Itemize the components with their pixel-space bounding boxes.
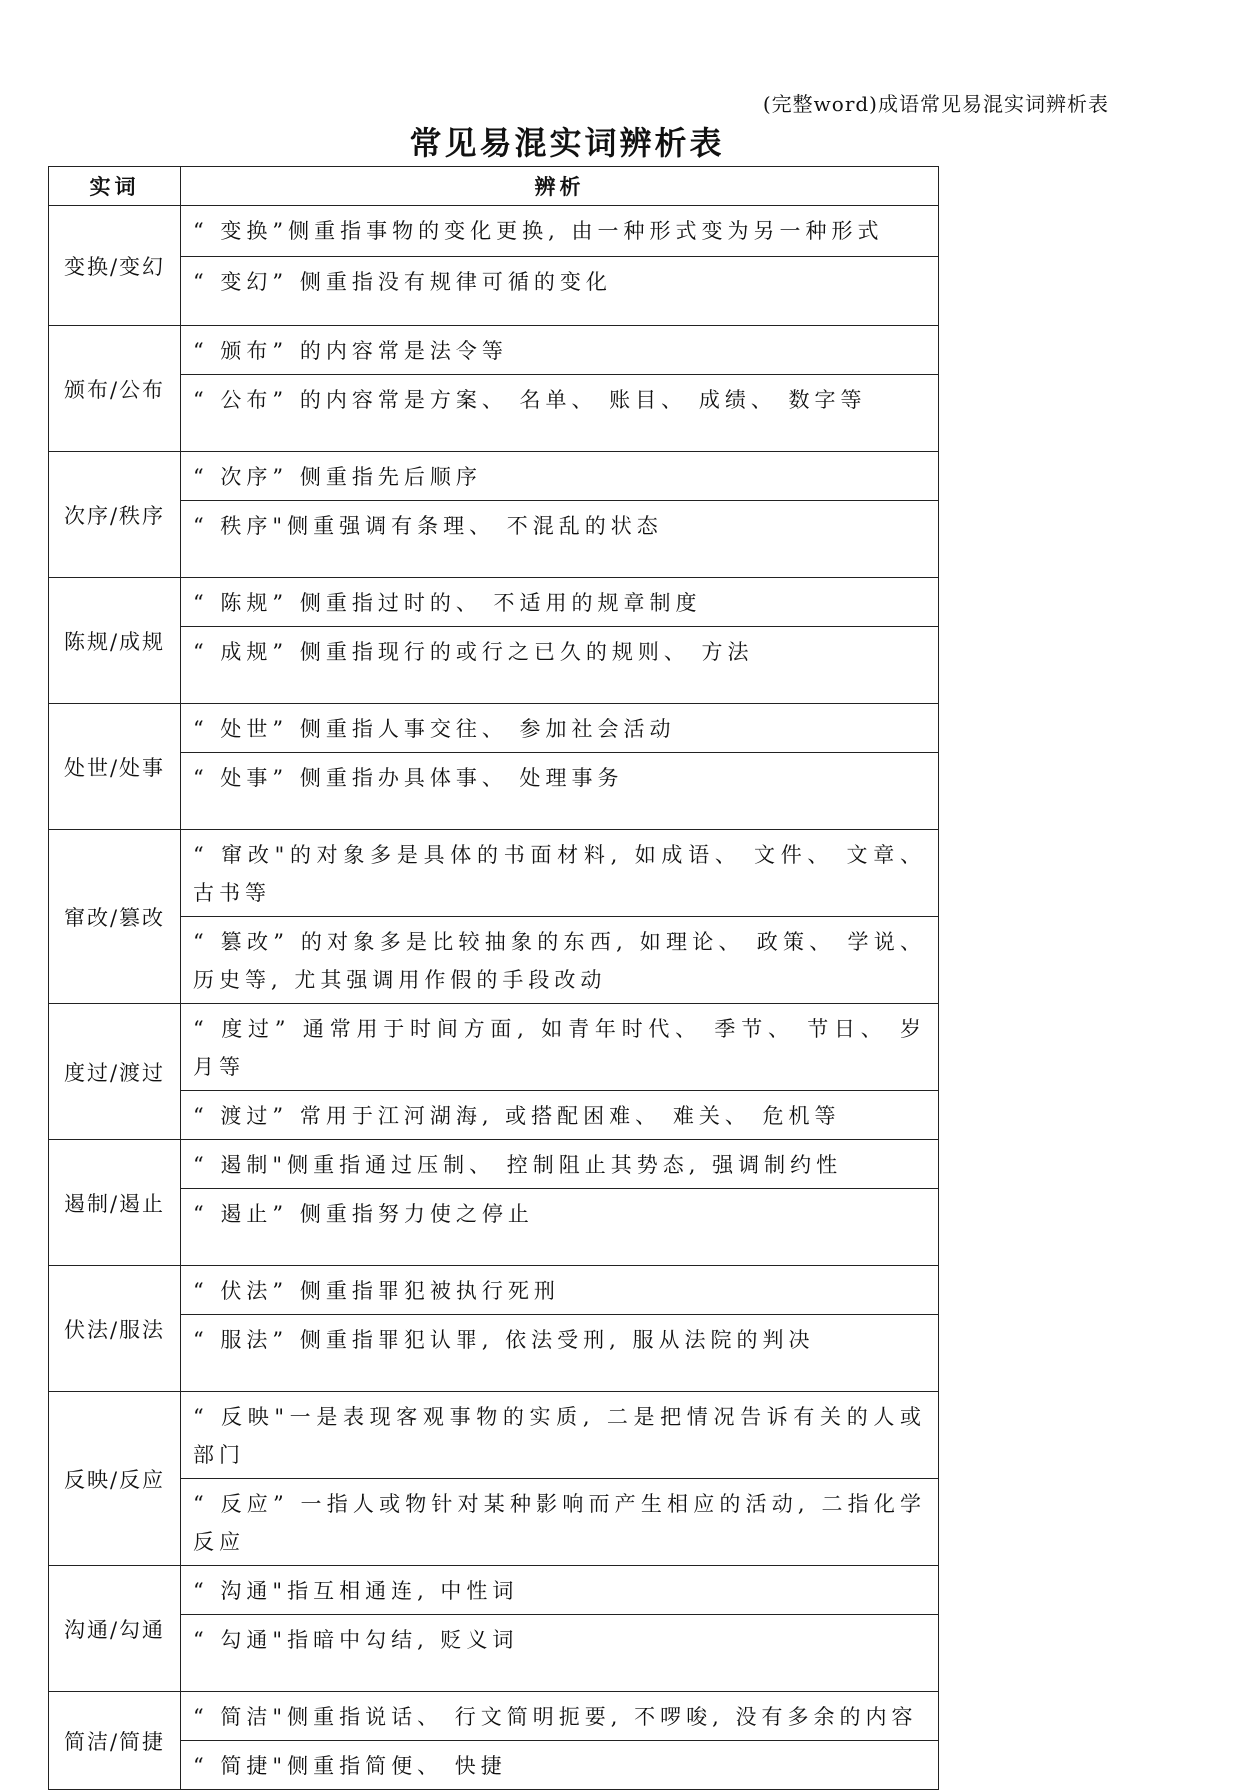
table-row [49,1615,939,1692]
table-row [49,1566,939,1615]
table-row [49,627,939,704]
analysis-cell: “ 简捷"侧重指简便、 快捷 [181,1741,939,1790]
table-row [49,1741,939,1790]
table-row [49,917,939,1004]
analysis-cell: “ 勾通"指暗中勾结, 贬义词 [181,1615,939,1692]
analysis-cell: “ 公布” 的内容常是方案、 名单、 账目、 成绩、 数字等 [181,375,939,452]
column-header-analysis: 辨析 [181,167,939,206]
analysis-cell: “ 度过” 通常用于时间方面, 如青年时代、 季节、 节日、 岁月等 [181,1004,939,1091]
analysis-cell: “ 伏法” 侧重指罪犯被执行死刑 [181,1266,939,1315]
analysis-cell: “ 颁布” 的内容常是法令等 [181,326,939,375]
word-pair-cell: 度过/渡过 [49,1004,181,1140]
page-title: 常见易混实词辨析表 [409,124,725,162]
table-row [49,501,939,578]
word-pair-cell: 变换/变幻 [49,206,181,326]
table-row [49,578,939,627]
word-pair-cell: 处世/处事 [49,704,181,830]
table-row [49,326,939,375]
analysis-cell: “ 遏止” 侧重指努力使之停止 [181,1189,939,1266]
word-analysis-table [48,166,939,1790]
word-pair-cell: 窜改/篡改 [49,830,181,1004]
table-row [49,206,939,257]
analysis-cell: “ 处事” 侧重指办具体事、 处理事务 [181,753,939,830]
word-pair-cell: 简洁/简捷 [49,1692,181,1790]
table-row [49,704,939,753]
word-pair-cell: 遏制/遏止 [49,1140,181,1266]
analysis-cell: “ 遏制"侧重指通过压制、 控制阻止其势态, 强调制约性 [181,1140,939,1189]
word-pair-cell: 颁布/公布 [49,326,181,452]
word-pair-cell: 伏法/服法 [49,1266,181,1392]
analysis-cell: “ 变幻” 侧重指没有规律可循的变化 [181,257,939,326]
analysis-cell: “ 沟通"指互相通连, 中性词 [181,1566,939,1615]
word-pair-cell: 反映/反应 [49,1392,181,1566]
analysis-cell: “ 反映"一是表现客观事物的实质, 二是把情况告诉有关的人或部门 [181,1392,939,1479]
document-header: (完整word)成语常见易混实词辨析表 [762,92,1109,116]
analysis-cell: “ 渡过” 常用于江河湖海, 或搭配困难、 难关、 危机等 [181,1091,939,1140]
analysis-cell: “ 成规” 侧重指现行的或行之已久的规则、 方法 [181,627,939,704]
word-pair-cell: 陈规/成规 [49,578,181,704]
table-row [49,1140,939,1189]
analysis-cell: “ 篡改” 的对象多是比较抽象的东西, 如理论、 政策、 学说、 历史等, 尤其强调用作假的手段改动 [181,917,939,1004]
column-header-word: 实词 [49,167,181,206]
table-row [49,1392,939,1479]
word-pair-cell: 沟通/勾通 [49,1566,181,1692]
table-row [49,452,939,501]
table-row [49,1004,939,1091]
table-row [49,257,939,326]
analysis-cell: “ 变换”侧重指事物的变化更换, 由一种形式变为另一种形式 [181,206,939,257]
table-row [49,1189,939,1266]
analysis-cell: “ 简洁"侧重指说话、 行文简明扼要, 不啰唆, 没有多余的内容 [181,1692,939,1741]
table-row [49,1479,939,1566]
table-row [49,753,939,830]
analysis-cell: “ 秩序"侧重强调有条理、 不混乱的状态 [181,501,939,578]
analysis-cell: “ 次序” 侧重指先后顺序 [181,452,939,501]
analysis-cell: “ 处世” 侧重指人事交往、 参加社会活动 [181,704,939,753]
analysis-cell: “ 服法” 侧重指罪犯认罪, 依法受刑, 服从法院的判决 [181,1315,939,1392]
table-row [49,1692,939,1741]
word-pair-cell: 次序/秩序 [49,452,181,578]
analysis-cell: “ 陈规” 侧重指过时的、 不适用的规章制度 [181,578,939,627]
table-row [49,375,939,452]
analysis-cell: “ 窜改"的对象多是具体的书面材料, 如成语、 文件、 文章、 古书等 [181,830,939,917]
table-header-row [49,167,939,206]
table-row [49,830,939,917]
table-row [49,1315,939,1392]
table-row [49,1091,939,1140]
table-row [49,1266,939,1315]
analysis-cell: “ 反应” 一指人或物针对某种影响而产生相应的活动, 二指化学反应 [181,1479,939,1566]
